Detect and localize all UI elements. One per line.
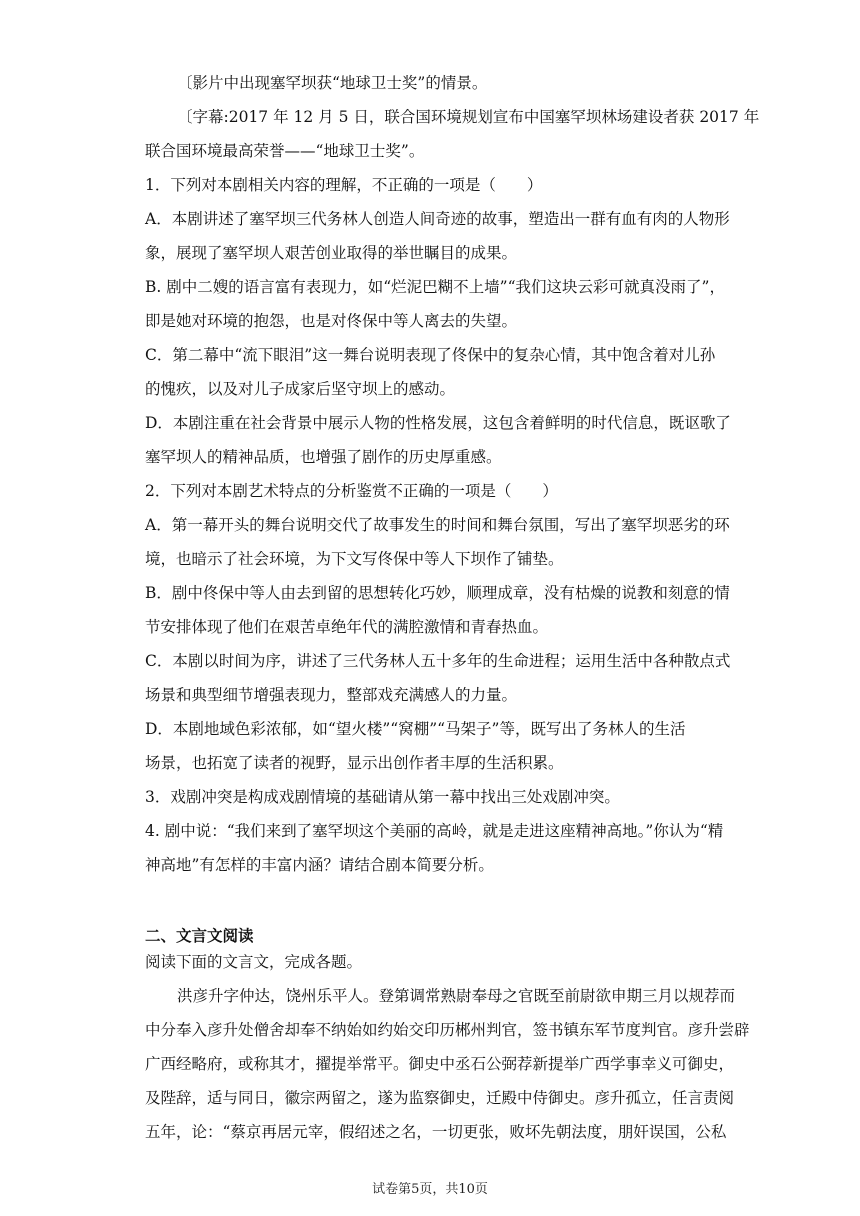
q1-option-c-line-1: C．第二幕中“流下眼泪”这一舞台说明表现了佟保中的复杂心情，其中饱含着对儿孙 <box>145 346 716 364</box>
q1-option-d-line-1: D．本剧注重在社会背景中展示人物的性格发展，这包含着鲜明的时代信息，既讴歌了 <box>145 414 731 432</box>
q2-option-c-line-2: 场景和典型细节增强表现力，整部戏充满感人的力量。 <box>145 686 518 704</box>
question-4-line-2: 神高地”有怎样的丰富内涵？请结合剧本简要分析。 <box>145 856 494 874</box>
q2-option-d-line-2: 场景，也拓宽了读者的视野，显示出创作者丰厚的生活积累。 <box>145 754 564 772</box>
q1-option-b-line-1: B. 剧中二嫂的语言富有表现力，如“烂泥巴糊不上墙”“我们这块云彩可就真没雨了”， <box>145 278 725 296</box>
question-1-stem: 1．下列对本剧相关内容的理解，不正确的一项是（ ） <box>145 176 543 194</box>
q2-option-a-line-1: A．第一幕开头的舞台说明交代了故事发生的时间和舞台氛围，写出了塞罕坝恶劣的环 <box>145 516 730 534</box>
section-instruction: 阅读下面的文言文，完成各题。 <box>145 953 363 971</box>
q2-option-b-line-2: 节安排体现了他们在艰苦卓绝年代的满腔激情和青春热血。 <box>145 618 549 636</box>
q1-option-a-line-1: A．本剧讲述了塞罕坝三代务林人创造人间奇迹的故事，塑造出一群有血有肉的人物形 <box>145 210 730 228</box>
section-heading: 二、文言文阅读 <box>145 926 254 945</box>
q1-option-a-line-2: 象，展现了塞罕坝人艰苦创业取得的举世瞩目的成果。 <box>145 244 518 262</box>
q2-option-d-line-1: D．本剧地域色彩浓郁，如“望火楼”“窝棚”“马架子”等，既写出了务林人的生活 <box>145 720 686 738</box>
question-3: 3．戏剧冲突是构成戏剧情境的基础请从第一幕中找出三处戏剧冲突。 <box>145 788 620 806</box>
classical-text-line-5: 五年，论：“蔡京再居元宰，假绍述之名，一切更张，败坏先朝法度，朋奸误国，公私 <box>145 1123 727 1141</box>
q1-option-c-line-2: 的愧疚，以及对儿子成家后坚守坝上的感动。 <box>145 380 456 398</box>
caption-line-2: 联合国环境最高荣誉——“地球卫士奖”。 <box>145 142 425 160</box>
caption-line-1: 〔字幕:2017 年 12 月 5 日，联合国环境规划宣布中国塞罕坝林场建设者获 2017 年 <box>177 108 760 126</box>
classical-text-line-3: 广西经略府，或称其才，擢提举常平。御史中丞石公弼荐新提举广西学事幸义可御史， <box>145 1055 735 1073</box>
stage-direction-1: 〔影片中出现塞罕坝获“地球卫士奖”的情景。 <box>177 74 488 92</box>
q2-option-c-line-1: C．本剧以时间为序，讲述了三代务林人五十多年的生命进程；运用生活中各种散点式 <box>145 652 731 670</box>
q2-option-b-line-1: B．剧中佟保中等人由去到留的思想转化巧妙，顺理成章，没有枯燥的说教和刻意的情 <box>145 584 730 602</box>
q1-option-d-line-2: 塞罕坝人的精神品质，也增强了剧作的历史厚重感。 <box>145 448 502 466</box>
classical-text-line-4: 及陛辞，适与同日，徽宗两留之，遂为监察御史，迁殿中侍御史。彦升孤立，任言责阅 <box>145 1089 735 1107</box>
classical-text-line-2: 中分奉入彦升处僧舍却奉不纳始如约始交印历郴州判官，签书镇东军节度判官。彦升尝辟 <box>145 1021 750 1039</box>
q1-option-b-line-2: 即是她对环境的抱怨，也是对佟保中等人离去的失望。 <box>145 312 518 330</box>
q2-option-a-line-2: 境，也暗示了社会环境，为下文写佟保中等人下坝作了铺垫。 <box>145 550 564 568</box>
question-4-line-1: 4. 剧中说：“我们来到了塞罕坝这个美丽的高岭，就是走进这座精神高地。”你认为“精 <box>145 822 724 840</box>
page-footer: 试卷第5页，共10页 <box>372 1182 488 1197</box>
classical-text-line-1: 洪彦升字仲达，饶州乐平人。登第调常熟尉奉母之官既至前尉欲申期三月以规荐而 <box>177 987 736 1005</box>
question-2-stem: 2．下列对本剧艺术特点的分析鉴赏不正确的一项是（ ） <box>145 482 558 500</box>
